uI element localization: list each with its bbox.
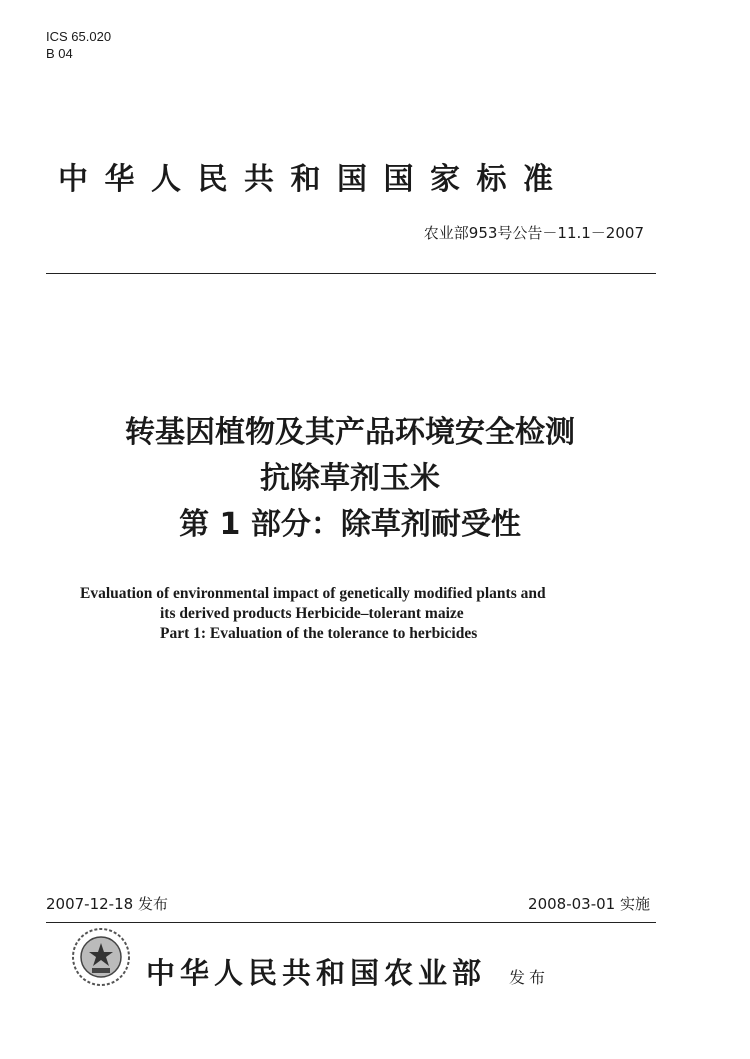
standard-number: 农业部953号公告－11.1－2007 — [423, 224, 644, 242]
english-title-line-1: Evaluation of environmental impact of genetically modified plants and — [80, 585, 546, 602]
ics-code: ICS 65.020 — [46, 29, 112, 44]
chinese-title-line-1: 转基因植物及其产品环境安全检测 — [125, 415, 575, 450]
top-divider — [46, 273, 656, 274]
english-title-line-3: Part 1: Evaluation of the tolerance to herbicides — [160, 625, 478, 642]
bottom-divider — [46, 922, 656, 923]
chinese-title-line-2: 抗除草剂玉米 — [260, 461, 440, 496]
standard-type-title: 中华人民共和国国家标准 — [58, 162, 570, 197]
national-emblem-icon — [70, 926, 132, 988]
classification-codes — [46, 28, 111, 62]
publish-date: 2007-12-18 发布 — [46, 895, 168, 913]
chinese-title — [0, 410, 700, 548]
english-title — [80, 584, 546, 644]
class-code: B 04 — [46, 46, 73, 61]
chinese-title-line-3: 第 1 部分：除草剂耐受性 — [179, 507, 521, 542]
ministry-name: 中华人民共和国农业部 — [146, 956, 487, 990]
issue-suffix: 发布 — [509, 968, 550, 987]
english-title-line-2: its derived products Herbicide–tolerant maize — [160, 605, 464, 622]
implement-date: 2008-03-01 实施 — [528, 895, 650, 913]
